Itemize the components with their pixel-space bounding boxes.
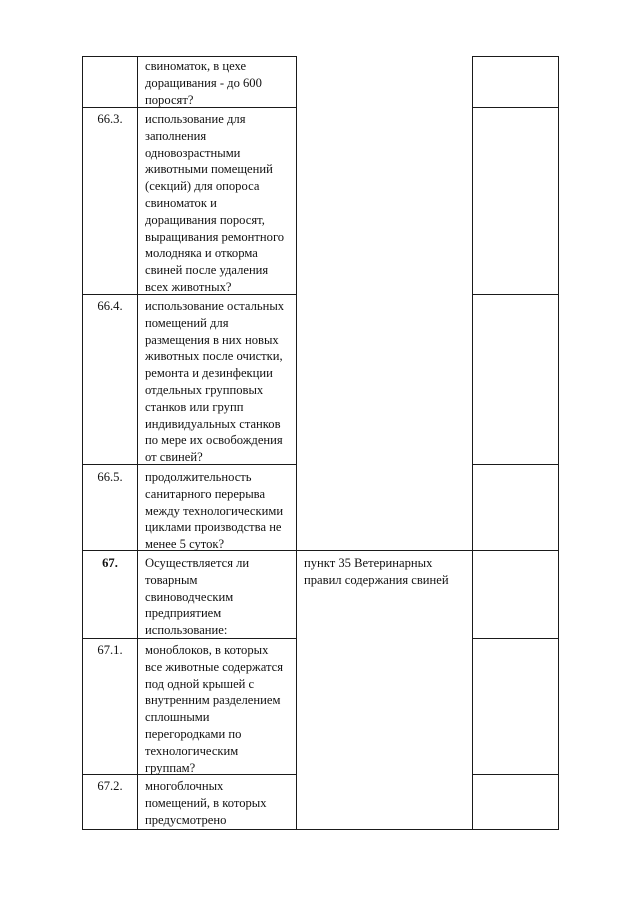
row-line: [82, 56, 297, 57]
table-border-right: [558, 56, 559, 830]
row-number: 66.4.: [97, 299, 123, 313]
row-line: [472, 774, 559, 775]
row-question: Осуществляется ли товарным свиноводческим предприятием использование:: [145, 556, 250, 638]
column-divider: [137, 56, 138, 830]
row-number: 67.1.: [97, 643, 123, 657]
row-question: многоблочных помещений, в которых предусмотрено: [145, 779, 267, 827]
table-border-bottom: [82, 829, 559, 830]
row-number: 67.: [102, 556, 118, 570]
legal-basis-reference: пункт 35 Ветеринарных правил содержания свиней: [304, 556, 449, 587]
row-line: [472, 56, 559, 57]
row-number: 66.3.: [97, 112, 123, 126]
column-divider: [472, 56, 473, 830]
row-line: [472, 107, 559, 108]
row-question: использование остальных помещений для размещения в них новых животных после очистки, ремонта и дезинфекции отдельных групповых станков или групп индивидуальных станков по мере их освобождения от свиней?: [145, 299, 285, 465]
row-question: моноблоков, в которых все животные содержатся под одной крышей с внутренним разделением сплошными перегородками по технологическим группам?: [145, 643, 284, 775]
row-question: использование для заполнения одновозрастными животными помещений (секций) для опороса свиноматок и доращивания поросят, выращивания ремонтного молодняка и откорма свиней после удаления всех животных?: [145, 112, 285, 294]
row-line: [472, 638, 559, 639]
column-divider: [296, 56, 297, 830]
row-line: [472, 464, 559, 465]
row-question: продолжительность санитарного перерыва между технологическими циклами производства не менее 5 суток?: [145, 470, 284, 552]
row-number: 67.2.: [97, 779, 123, 793]
row-line: [472, 294, 559, 295]
row-number: 66.5.: [97, 470, 123, 484]
row-question: свиноматок, в цехе доращивания - до 600 поросят?: [145, 59, 262, 107]
table-border-left: [82, 56, 83, 830]
